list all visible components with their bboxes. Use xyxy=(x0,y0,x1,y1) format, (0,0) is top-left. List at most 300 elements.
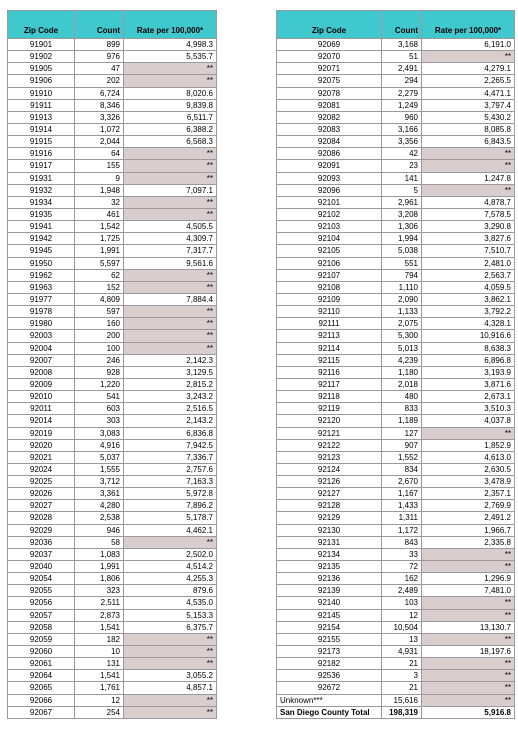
rate-cell: ** xyxy=(124,342,217,354)
table-row xyxy=(8,609,217,621)
rate-cell: 1,247.8 xyxy=(422,172,515,184)
count-cell: 1,555 xyxy=(75,463,124,475)
zip-code-cell: 92108 xyxy=(277,281,382,293)
table-row xyxy=(8,354,217,366)
count-cell: 1,433 xyxy=(382,500,422,512)
rate-cell: 5,178.7 xyxy=(124,512,217,524)
table-row xyxy=(8,670,217,682)
rate-cell: ** xyxy=(124,281,217,293)
zip-code-cell: 92536 xyxy=(277,670,382,682)
count-cell: 928 xyxy=(75,366,124,378)
rate-cell: 3,243.2 xyxy=(124,391,217,403)
rate-cell: 3,193.9 xyxy=(422,366,515,378)
zip-code-cell: 91934 xyxy=(8,196,75,208)
zip-table-right xyxy=(276,10,515,719)
table-row xyxy=(8,488,217,500)
zip-code-cell: 92056 xyxy=(8,597,75,609)
rate-cell: ** xyxy=(124,330,217,342)
zip-code-cell: 92105 xyxy=(277,245,382,257)
rate-cell: ** xyxy=(422,548,515,560)
zip-code-cell: 92104 xyxy=(277,233,382,245)
zip-code-cell: 92102 xyxy=(277,208,382,220)
rate-cell: 1,296.9 xyxy=(422,573,515,585)
count-cell: 12 xyxy=(382,609,422,621)
zip-code-cell: 91906 xyxy=(8,75,75,87)
count-cell: 3,326 xyxy=(75,111,124,123)
rate-cell: 2,481.0 xyxy=(422,257,515,269)
zip-code-cell: 92093 xyxy=(277,172,382,184)
zip-code-cell: 92020 xyxy=(8,439,75,451)
zip-code-cell: 91977 xyxy=(8,293,75,305)
table-row xyxy=(277,160,515,172)
table-row xyxy=(8,439,217,451)
zip-code-cell: 92071 xyxy=(277,63,382,75)
count-cell: 152 xyxy=(75,281,124,293)
rate-cell: 4,514.2 xyxy=(124,561,217,573)
rate-cell: 4,471.1 xyxy=(422,87,515,99)
count-cell: 23 xyxy=(382,160,422,172)
header-count: Count xyxy=(75,11,124,39)
table-row xyxy=(277,233,515,245)
rate-cell: 6,568.3 xyxy=(124,136,217,148)
table-row xyxy=(277,633,515,645)
count-cell: 5,597 xyxy=(75,257,124,269)
zip-code-cell: 92111 xyxy=(277,318,382,330)
table-row xyxy=(277,221,515,233)
table-row xyxy=(277,342,515,354)
rate-cell: 5,916.8 xyxy=(422,706,515,718)
count-cell: 960 xyxy=(382,111,422,123)
rate-cell: ** xyxy=(124,694,217,706)
table-row xyxy=(277,208,515,220)
zip-code-cell: 91902 xyxy=(8,51,75,63)
zip-code-cell: 92091 xyxy=(277,160,382,172)
rate-cell: ** xyxy=(422,633,515,645)
count-cell: 1,991 xyxy=(75,561,124,573)
zip-code-cell: 92096 xyxy=(277,184,382,196)
zip-code-cell: 92024 xyxy=(8,463,75,475)
rate-cell: 7,510.7 xyxy=(422,245,515,257)
count-cell: 33 xyxy=(382,548,422,560)
count-cell: 21 xyxy=(382,682,422,694)
rate-cell: ** xyxy=(422,160,515,172)
count-cell: 1,220 xyxy=(75,378,124,390)
rate-cell: 4,857.1 xyxy=(124,682,217,694)
count-cell: 3,712 xyxy=(75,476,124,488)
table-row xyxy=(277,597,515,609)
zip-code-cell: 92084 xyxy=(277,136,382,148)
zip-code-cell: 92078 xyxy=(277,87,382,99)
table-row xyxy=(277,75,515,87)
zip-code-cell: 91910 xyxy=(8,87,75,99)
table-row xyxy=(277,111,515,123)
table-row xyxy=(8,293,217,305)
rate-cell: 6,896.8 xyxy=(422,354,515,366)
table-row xyxy=(8,694,217,706)
zip-code-cell: 92025 xyxy=(8,476,75,488)
table-row xyxy=(277,123,515,135)
zip-code-cell: 92055 xyxy=(8,585,75,597)
count-cell: 51 xyxy=(382,51,422,63)
zip-code-cell: 92081 xyxy=(277,99,382,111)
rate-cell: 3,478.9 xyxy=(422,476,515,488)
table-row xyxy=(277,293,515,305)
table-row xyxy=(277,548,515,560)
count-cell: 3 xyxy=(382,670,422,682)
zip-code-cell: 92672 xyxy=(277,682,382,694)
zip-code-cell: 92135 xyxy=(277,561,382,573)
zip-code-cell: 92007 xyxy=(8,354,75,366)
count-cell: 1,110 xyxy=(382,281,422,293)
table-row xyxy=(8,318,217,330)
rate-cell: ** xyxy=(422,694,515,706)
count-cell: 2,538 xyxy=(75,512,124,524)
table-row xyxy=(277,51,515,63)
zip-code-cell: 92069 xyxy=(277,39,382,51)
table-row xyxy=(277,621,515,633)
rate-cell: 2,142.3 xyxy=(124,354,217,366)
count-cell: 834 xyxy=(382,463,422,475)
count-cell: 2,279 xyxy=(382,87,422,99)
zip-code-cell: 92008 xyxy=(8,366,75,378)
count-cell: 833 xyxy=(382,403,422,415)
rate-cell: ** xyxy=(124,536,217,548)
zip-code-cell: 92066 xyxy=(8,694,75,706)
zip-code-cell: 92114 xyxy=(277,342,382,354)
table-row xyxy=(8,512,217,524)
rate-cell: ** xyxy=(124,172,217,184)
count-cell: 72 xyxy=(382,561,422,573)
zip-code-cell: 91931 xyxy=(8,172,75,184)
zip-code-cell: 91978 xyxy=(8,306,75,318)
rate-cell: 9,561.6 xyxy=(124,257,217,269)
rate-cell: ** xyxy=(124,196,217,208)
rate-cell: ** xyxy=(124,208,217,220)
count-cell: 1,991 xyxy=(75,245,124,257)
count-cell: 2,090 xyxy=(382,293,422,305)
count-cell: 541 xyxy=(75,391,124,403)
rate-cell: 8,085.8 xyxy=(422,123,515,135)
table-row xyxy=(8,573,217,585)
count-cell: 10,504 xyxy=(382,621,422,633)
table-row xyxy=(8,269,217,281)
count-cell: 3,166 xyxy=(382,123,422,135)
rate-cell: 8,020.6 xyxy=(124,87,217,99)
zip-code-cell: 92110 xyxy=(277,306,382,318)
count-cell: 1,167 xyxy=(382,488,422,500)
count-cell: 907 xyxy=(382,439,422,451)
zip-code-cell: 92029 xyxy=(8,524,75,536)
rate-cell: 4,462.1 xyxy=(124,524,217,536)
table-row xyxy=(8,706,217,718)
zip-code-cell: 92101 xyxy=(277,196,382,208)
count-cell: 1,761 xyxy=(75,682,124,694)
table-row xyxy=(277,415,515,427)
rate-cell: 7,578.5 xyxy=(422,208,515,220)
rate-cell: ** xyxy=(124,306,217,318)
table-row xyxy=(8,524,217,536)
table-row xyxy=(8,160,217,172)
count-cell: 103 xyxy=(382,597,422,609)
zip-code-cell: 92040 xyxy=(8,561,75,573)
count-cell: 100 xyxy=(75,342,124,354)
rate-cell: 3,792.2 xyxy=(422,306,515,318)
rate-cell: 2,491.2 xyxy=(422,512,515,524)
table-row xyxy=(8,172,217,184)
rate-cell: 7,896.2 xyxy=(124,500,217,512)
count-cell: 1,948 xyxy=(75,184,124,196)
count-cell: 160 xyxy=(75,318,124,330)
table-row xyxy=(8,476,217,488)
rate-cell: 7,884.4 xyxy=(124,293,217,305)
count-cell: 2,873 xyxy=(75,609,124,621)
total-row xyxy=(277,706,515,718)
zip-code-cell: 91914 xyxy=(8,123,75,135)
count-cell: 5,013 xyxy=(382,342,422,354)
zip-code-cell: 92136 xyxy=(277,573,382,585)
rate-cell: 2,769.9 xyxy=(422,500,515,512)
count-cell: 1,072 xyxy=(75,123,124,135)
count-cell: 1,083 xyxy=(75,548,124,560)
table-row xyxy=(277,257,515,269)
zip-code-cell: 92109 xyxy=(277,293,382,305)
zip-code-cell: 92107 xyxy=(277,269,382,281)
zip-code-cell: 92129 xyxy=(277,512,382,524)
count-cell: 2,670 xyxy=(382,476,422,488)
count-cell: 551 xyxy=(382,257,422,269)
table-row xyxy=(8,561,217,573)
table-row xyxy=(277,99,515,111)
count-cell: 15,616 xyxy=(382,694,422,706)
count-cell: 1,725 xyxy=(75,233,124,245)
count-cell: 2,511 xyxy=(75,597,124,609)
table-row xyxy=(277,269,515,281)
count-cell: 127 xyxy=(382,427,422,439)
rate-cell: 3,510.3 xyxy=(422,403,515,415)
rate-cell: 4,328.1 xyxy=(422,318,515,330)
table-row xyxy=(8,451,217,463)
zip-code-cell: 92061 xyxy=(8,658,75,670)
rate-cell: 10,916.6 xyxy=(422,330,515,342)
table-row xyxy=(8,99,217,111)
table-row xyxy=(277,646,515,658)
rate-cell: 4,059.5 xyxy=(422,281,515,293)
table-row xyxy=(8,63,217,75)
count-cell: 461 xyxy=(75,208,124,220)
zip-code-cell: 92182 xyxy=(277,658,382,670)
table-row xyxy=(8,196,217,208)
zip-code-cell: 92106 xyxy=(277,257,382,269)
count-cell: 2,961 xyxy=(382,196,422,208)
zip-code-cell: 91962 xyxy=(8,269,75,281)
table-row xyxy=(277,403,515,415)
count-cell: 603 xyxy=(75,403,124,415)
count-cell: 899 xyxy=(75,39,124,51)
zip-code-cell: 92116 xyxy=(277,366,382,378)
rate-cell: 2,815.2 xyxy=(124,378,217,390)
rate-cell: 7,336.7 xyxy=(124,451,217,463)
zip-code-cell: 92127 xyxy=(277,488,382,500)
count-cell: 597 xyxy=(75,306,124,318)
zip-code-cell: 92128 xyxy=(277,500,382,512)
rate-cell: 2,516.5 xyxy=(124,403,217,415)
rate-cell: 4,535.0 xyxy=(124,597,217,609)
table-row xyxy=(8,403,217,415)
zip-code-cell: 92130 xyxy=(277,524,382,536)
count-cell: 131 xyxy=(75,658,124,670)
header-zip-code: Zip Code xyxy=(277,11,382,39)
zip-code-cell: San Diego County Total xyxy=(277,706,382,718)
count-cell: 5,037 xyxy=(75,451,124,463)
table-row xyxy=(277,585,515,597)
rate-cell: 3,871.6 xyxy=(422,378,515,390)
table-row xyxy=(8,111,217,123)
rate-cell: 6,836.8 xyxy=(124,427,217,439)
rate-cell: ** xyxy=(422,184,515,196)
table-row xyxy=(8,621,217,633)
rate-cell: 7,317.7 xyxy=(124,245,217,257)
rate-cell: 7,481.0 xyxy=(422,585,515,597)
table-row xyxy=(277,281,515,293)
count-cell: 1,249 xyxy=(382,99,422,111)
rate-cell: ** xyxy=(124,75,217,87)
rate-cell: 4,878.7 xyxy=(422,196,515,208)
count-cell: 202 xyxy=(75,75,124,87)
table-row xyxy=(8,330,217,342)
zip-code-cell: 92118 xyxy=(277,391,382,403)
count-cell: 294 xyxy=(382,75,422,87)
count-cell: 32 xyxy=(75,196,124,208)
count-cell: 64 xyxy=(75,148,124,160)
count-cell: 2,018 xyxy=(382,378,422,390)
zip-code-cell: 92113 xyxy=(277,330,382,342)
zip-code-cell: 92115 xyxy=(277,354,382,366)
count-cell: 4,280 xyxy=(75,500,124,512)
zip-code-cell: 92059 xyxy=(8,633,75,645)
table-row xyxy=(8,658,217,670)
zip-code-cell: 91901 xyxy=(8,39,75,51)
rate-cell: 2,502.0 xyxy=(124,548,217,560)
zip-code-cell: 92123 xyxy=(277,451,382,463)
rate-cell: ** xyxy=(422,658,515,670)
zip-code-cell: 92173 xyxy=(277,646,382,658)
count-cell: 4,916 xyxy=(75,439,124,451)
zip-code-cell: 91932 xyxy=(8,184,75,196)
table-row xyxy=(277,148,515,160)
count-cell: 182 xyxy=(75,633,124,645)
count-cell: 13 xyxy=(382,633,422,645)
table-row xyxy=(277,172,515,184)
count-cell: 254 xyxy=(75,706,124,718)
zip-code-cell: 92131 xyxy=(277,536,382,548)
count-cell: 1,180 xyxy=(382,366,422,378)
header-row xyxy=(8,11,217,39)
count-cell: 843 xyxy=(382,536,422,548)
zip-code-cell: 92014 xyxy=(8,415,75,427)
zip-code-cell: 92027 xyxy=(8,500,75,512)
count-cell: 155 xyxy=(75,160,124,172)
header-rate: Rate per 100,000* xyxy=(124,11,217,39)
header-zip-code: Zip Code xyxy=(8,11,75,39)
count-cell: 42 xyxy=(382,148,422,160)
count-cell: 198,319 xyxy=(382,706,422,718)
rate-cell: ** xyxy=(124,658,217,670)
rate-cell: 6,191.0 xyxy=(422,39,515,51)
table-row xyxy=(277,136,515,148)
rate-cell: 2,563.7 xyxy=(422,269,515,281)
rate-cell: 9,839.8 xyxy=(124,99,217,111)
rate-cell: ** xyxy=(124,148,217,160)
zip-code-cell: 91963 xyxy=(8,281,75,293)
zip-code-cell: 91980 xyxy=(8,318,75,330)
rate-cell: 4,505.5 xyxy=(124,221,217,233)
rate-cell: ** xyxy=(124,633,217,645)
rate-cell: 4,037.8 xyxy=(422,415,515,427)
zip-code-cell: 92070 xyxy=(277,51,382,63)
table-row xyxy=(8,585,217,597)
zip-code-cell: 92140 xyxy=(277,597,382,609)
count-cell: 946 xyxy=(75,524,124,536)
table-body-right xyxy=(277,39,515,719)
rate-cell: 5,153.3 xyxy=(124,609,217,621)
rate-cell: ** xyxy=(422,561,515,573)
count-cell: 1,542 xyxy=(75,221,124,233)
table-row xyxy=(8,75,217,87)
count-cell: 1,806 xyxy=(75,573,124,585)
rate-cell: 3,055.2 xyxy=(124,670,217,682)
table-row xyxy=(8,87,217,99)
count-cell: 8,346 xyxy=(75,99,124,111)
zip-code-cell: 92021 xyxy=(8,451,75,463)
rate-cell: 2,630.5 xyxy=(422,463,515,475)
count-cell: 976 xyxy=(75,51,124,63)
header-count: Count xyxy=(382,11,422,39)
zip-code-cell: 91917 xyxy=(8,160,75,172)
table-row xyxy=(8,427,217,439)
header-rate: Rate per 100,000* xyxy=(422,11,515,39)
table-row xyxy=(8,148,217,160)
zip-code-cell: 92058 xyxy=(8,621,75,633)
zip-code-cell: 92082 xyxy=(277,111,382,123)
zip-code-cell: 92103 xyxy=(277,221,382,233)
rate-cell: 6,843.5 xyxy=(422,136,515,148)
zip-code-cell: 91916 xyxy=(8,148,75,160)
rate-cell: ** xyxy=(124,646,217,658)
table-row xyxy=(277,488,515,500)
zip-code-cell: 92121 xyxy=(277,427,382,439)
table-row xyxy=(8,221,217,233)
table-row xyxy=(8,682,217,694)
rate-cell: 4,279.1 xyxy=(422,63,515,75)
table-row xyxy=(8,500,217,512)
count-cell: 4,931 xyxy=(382,646,422,658)
table-row xyxy=(277,427,515,439)
count-cell: 5,300 xyxy=(382,330,422,342)
rate-cell: 879.6 xyxy=(124,585,217,597)
rate-cell: 3,290.8 xyxy=(422,221,515,233)
table-row xyxy=(8,184,217,196)
rate-cell: 2,757.6 xyxy=(124,463,217,475)
count-cell: 1,541 xyxy=(75,621,124,633)
rate-cell: 13,130.7 xyxy=(422,621,515,633)
count-cell: 2,491 xyxy=(382,63,422,75)
rate-cell: 2,335.8 xyxy=(422,536,515,548)
zip-code-cell: 91905 xyxy=(8,63,75,75)
rate-cell: 3,129.5 xyxy=(124,366,217,378)
rate-cell: 3,862.1 xyxy=(422,293,515,305)
zip-code-cell: 92120 xyxy=(277,415,382,427)
table-row xyxy=(277,330,515,342)
